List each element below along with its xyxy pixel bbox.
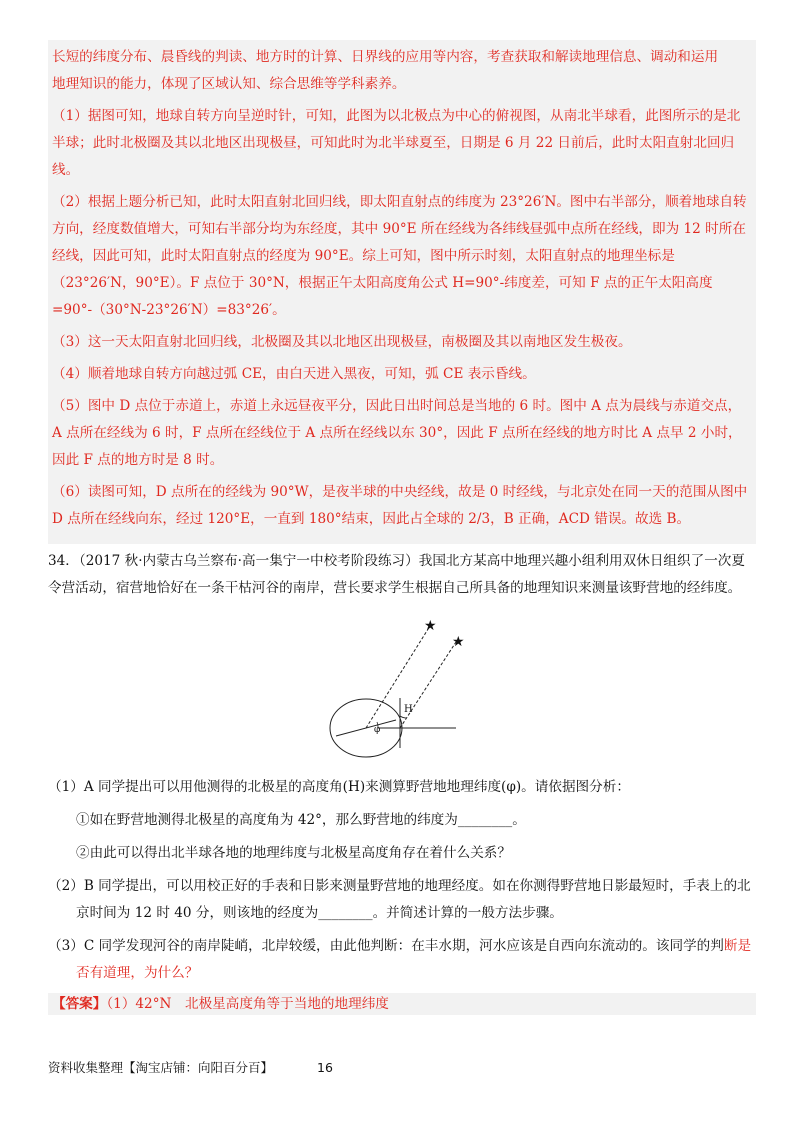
- sub-question-3-text: （3）C 同学发现河谷的南岸陡峭，北岸较缓，由此他判断：在丰水期，河水应该是自西向东流动的。该同学的判: [48, 938, 724, 954]
- polaris-diagram: [318, 608, 488, 768]
- polaris-star-1-icon: ★: [424, 618, 437, 634]
- sub-question-1: （1）A 同学提出可以用他测得的北极星的高度角(H)来测算野营地地理纬度(φ)。请依据图分析：: [48, 779, 630, 795]
- answer-tag: 【答案】: [52, 996, 107, 1012]
- explanation-part-6: （6）读图可知，D 点所在的经线为 90°W，是夜半球的中央经线，故是 0 时经线，与北京处在同一天的范围从图中 D 点所在经线向东，经过 120°E，一直到 180°结束，因此占全球的 2/3，B 正确，ACD 错误。故选 B。: [52, 484, 748, 527]
- footer-source: 资料收集整理【淘宝店铺：向阳百分百】: [48, 1060, 274, 1075]
- explanation-part-5: （5）图中 D 点位于赤道上，赤道上永远昼夜平分，因此日出时间总是当地的 6 时。图中 A 点为晨线与赤道交点，A 点所在经线为 6 时，F 点所在经线位于 A 点所在经线以东 30°，因此 F 点所在经线的地方时比 A 点早 2 小时，因此 F 点的地方时是 8 时。: [52, 398, 742, 468]
- question-stem: [48, 548, 756, 602]
- polaris-star-2-icon: ★: [452, 634, 465, 650]
- center-to-star-line: [366, 626, 430, 728]
- answer-bar: [48, 993, 756, 1015]
- answer-text: （1）42°N 北极星高度角等于当地的地理纬度: [106, 996, 389, 1012]
- label-h: H: [404, 704, 413, 715]
- sub-question-3: [48, 933, 756, 987]
- explanation-part-4: （4）顺着地球自转方向越过弧 CE，由白天进入黑夜，可知，弧 CE 表示昏线。: [52, 366, 536, 382]
- explanation-part-1: （1）据图可知，地球自转方向呈逆时针，可知，此图为以北极点为中心的俯视图，从南北半球看，此图所示的是北半球；此时北极圈及其以北地区出现极昼，可知此时为北半球夏至，日期是 6 月 22 日前后，此时太阳直射北回归线。: [52, 108, 741, 178]
- question-number: 34．: [48, 553, 79, 569]
- sub-question-1b: ②由此可以得出北半球各地的地理纬度与北极星高度角存在着什么关系？: [76, 845, 511, 861]
- intro-line-2: 地理知识的能力，体现了区域认知、综合思维等学科素养。: [52, 76, 406, 92]
- page-footer: [48, 1058, 333, 1076]
- intro-line-1: 长短的纬度分布、晨昏线的判读、地方时的计算、日界线的应用等内容，考查获取和解读地理信息、调动和运用: [52, 49, 719, 65]
- explanation-block: [48, 40, 756, 544]
- h-angle-arc: [400, 716, 406, 718]
- question-stem-text: （2017 秋·内蒙古乌兰察布·高一集宁一中校考阶段练习）我国北方某高中地理兴趣小组利用双休日组织了一次夏令营活动，宿营地恰好在一条干枯河谷的南岸，营长要求学生根据自己所具备的地理知识来测量该野营地的经纬度。: [48, 553, 745, 596]
- explanation-part-3: （3）这一天太阳直射北回归线，北极圈及其以北地区出现极昼，南极圈及其以南地区发生极夜。: [52, 334, 632, 350]
- explanation-intro: [52, 44, 750, 98]
- page-number: 16: [317, 1060, 333, 1075]
- sub-question-2: （2）B 同学提出，可以用校正好的手表和日影来测量野营地的地理经度。如在你测得野营地日影最短时，手表上的北京时间为 12 时 40 分，则该地的经度为________。并简述计算的一般方法步骤。: [48, 878, 751, 921]
- polaris-figure: [48, 608, 756, 768]
- surface-to-star-line: [400, 642, 456, 728]
- explanation-part-2: （2）根据上题分析已知，此时太阳直射北回归线，即太阳直射点的纬度为 23°26′N。图中右半部分，顺着地球自转方向，经度数值增大，可知右半部分均为东经度，其中 90°E 所在经线为各纬线昼弧中点所在经线，即为 12 时所在经线，因此可知，此时太阳直射点的经度为 90°E。综上可知，图中所示时刻，太阳直射点的地理坐标是（23°26′N，90°E）。F 点位于 30°N，根据正午太阳高度角公式 H=90°-纬度差，可知 F 点的正午太阳高度=90°-（30°N-23°26′N）=83°26′。: [52, 194, 747, 318]
- page-content: [48, 40, 756, 1015]
- sub-question-1a: ①如在野营地测得北极星的高度角为 42°，那么野营地的纬度为________。: [76, 812, 526, 828]
- label-phi: φ: [374, 725, 381, 735]
- sub-question-3-red-text: 断是否有道理，为什么？: [76, 938, 752, 981]
